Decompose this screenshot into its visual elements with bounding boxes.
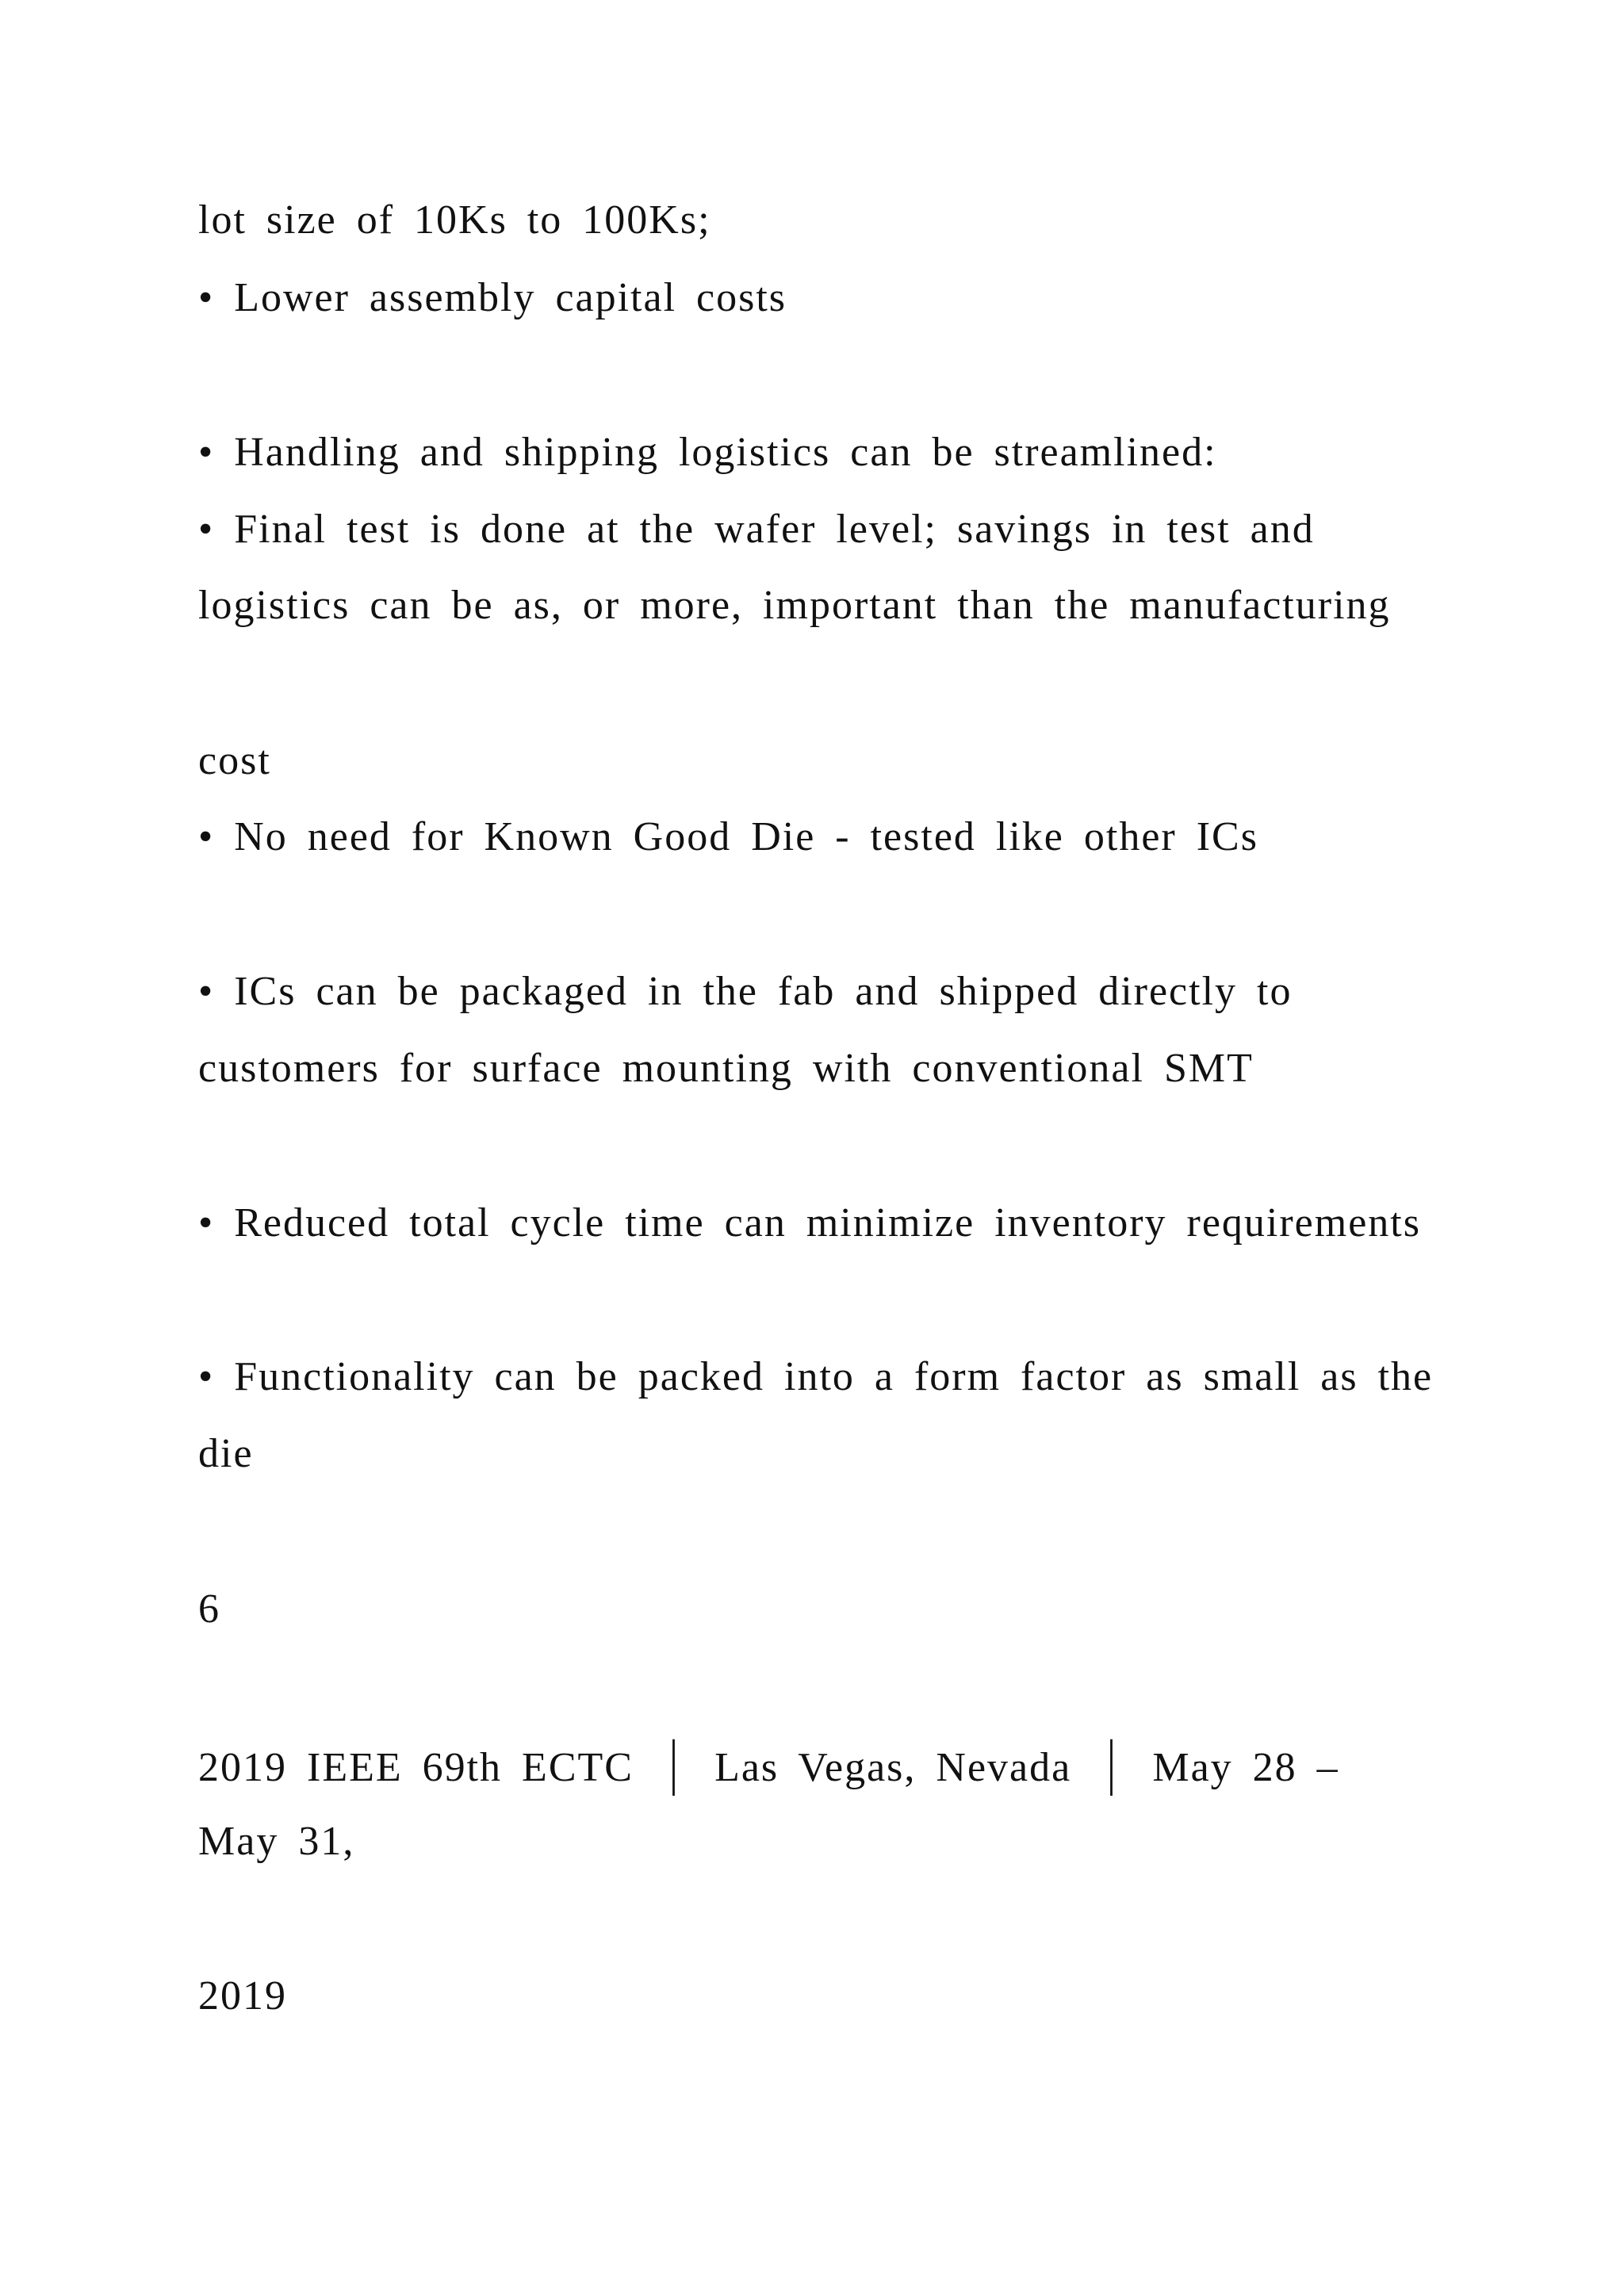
bullet-known-good-die: • No need for Known Good Die - tested like other ICs bbox=[198, 814, 1258, 859]
footer-location: Las Vegas, Nevada bbox=[714, 1745, 1072, 1790]
bullet-functionality: • Functionality can be packed into a form factor as small as the bbox=[198, 1354, 1434, 1399]
bullet-handling-shipping: • Handling and shipping logistics can be streamlined: bbox=[198, 430, 1217, 475]
body-line-lot-size: lot size of 10Ks to 100Ks; bbox=[198, 197, 711, 243]
bullet-reduced-cycle-time: • Reduced total cycle time can minimize inventory requirements bbox=[198, 1200, 1421, 1246]
body-line-customers-smt: customers for surface mounting with conventional SMT bbox=[198, 1046, 1254, 1091]
footer-conference: 2019 IEEE 69th ECTC bbox=[198, 1745, 634, 1790]
body-line-logistics: logistics can be as, or more, important than the manufacturing bbox=[198, 583, 1391, 628]
footer-separator: │ bbox=[665, 1740, 684, 1796]
footer-separator: │ bbox=[1102, 1740, 1121, 1796]
footer-date-end: May 31, bbox=[198, 1819, 355, 1864]
body-line-die: die bbox=[198, 1431, 254, 1476]
footer-year: 2019 bbox=[198, 1973, 287, 2019]
bullet-ics-packaged: • ICs can be packaged in the fab and shipped directly to bbox=[198, 969, 1293, 1014]
footer-date-start: May 28 – bbox=[1152, 1745, 1339, 1790]
page-number: 6 bbox=[198, 1586, 220, 1632]
footer-line bbox=[198, 1740, 1339, 1796]
bullet-final-test: • Final test is done at the wafer level; savings in test and bbox=[198, 507, 1315, 552]
bullet-lower-assembly-costs: • Lower assembly capital costs bbox=[198, 275, 787, 320]
body-line-cost: cost bbox=[198, 738, 271, 783]
